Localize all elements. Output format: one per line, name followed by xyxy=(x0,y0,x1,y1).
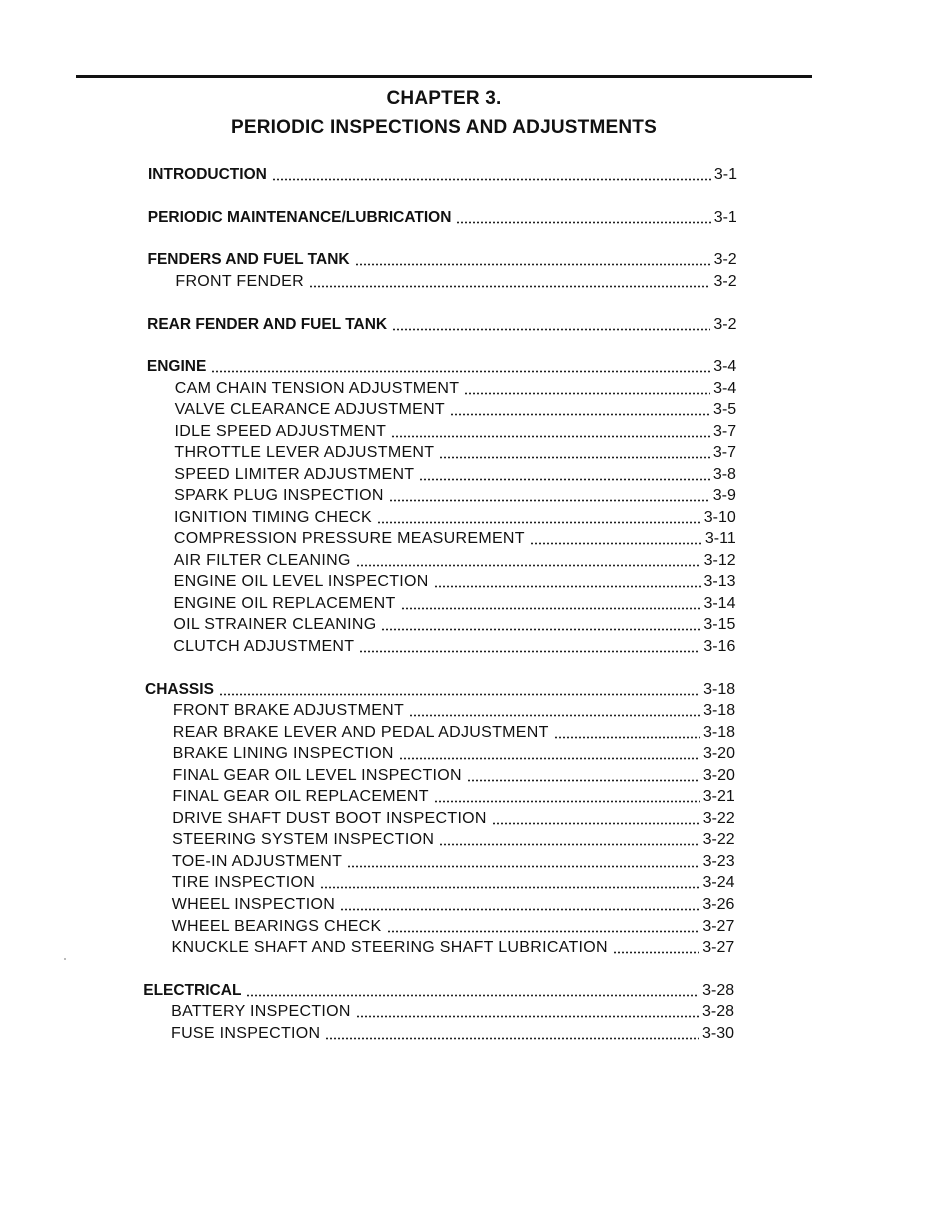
toc-section-row xyxy=(148,206,737,228)
toc-entry-label: COMPRESSION PRESSURE MEASUREMENT xyxy=(173,530,525,547)
toc-subsection-row xyxy=(175,270,736,292)
toc-subsection-row xyxy=(175,420,737,442)
toc-entry-label: IGNITION TIMING CHECK xyxy=(174,509,373,526)
toc-entry-label: REAR FENDER AND FUEL TANK xyxy=(147,316,388,333)
dot-leader xyxy=(219,693,700,696)
toc-section-row xyxy=(147,313,736,335)
toc-section-row xyxy=(143,979,734,1001)
toc-entry-label: KNUCKLE SHAFT AND STEERING SHAFT LUBRICATION xyxy=(171,939,608,956)
toc-page-number: 3-12 xyxy=(703,552,736,569)
toc-subsection-row xyxy=(172,871,735,893)
toc-entry-label: AIR FILTER CLEANING xyxy=(173,552,351,569)
dot-leader xyxy=(434,585,701,588)
dot-leader xyxy=(439,843,699,846)
toc-page-number: 3-9 xyxy=(712,487,736,504)
toc-entry-label: CAM CHAIN TENSION ADJUSTMENT xyxy=(174,380,460,397)
toc-subsection-row xyxy=(172,850,735,872)
toc-page-number: 3-20 xyxy=(702,767,735,784)
toc-page-number: 3-21 xyxy=(702,788,735,805)
toc-entry-label: STEERING SYSTEM INSPECTION xyxy=(172,831,435,848)
dot-leader xyxy=(392,328,710,331)
toc-page-number: 3-13 xyxy=(703,573,736,590)
toc-entry-label: TOE-IN ADJUSTMENT xyxy=(172,853,343,870)
dot-leader xyxy=(359,650,700,653)
toc-page-number: 3-5 xyxy=(713,401,737,418)
toc-subsection-row xyxy=(172,785,734,807)
dot-leader xyxy=(492,822,700,825)
toc-entry-label: FUSE INSPECTION xyxy=(171,1025,321,1042)
toc-entry-label: FENDERS AND FUEL TANK xyxy=(147,251,350,268)
toc-entry-label: CHASSIS xyxy=(145,681,214,698)
toc-entry-label: DRIVE SHAFT DUST BOOT INSPECTION xyxy=(172,810,487,827)
dot-leader xyxy=(325,1037,699,1040)
toc-page-number: 3-14 xyxy=(703,595,736,612)
dot-leader xyxy=(356,1015,699,1018)
toc-entry-label: FRONT BRAKE ADJUSTMENT xyxy=(172,702,405,719)
toc-subsection-row xyxy=(173,742,735,764)
toc-page-number: 3-28 xyxy=(702,1003,735,1020)
dot-leader xyxy=(434,800,700,803)
toc-entry-label: FRONT FENDER xyxy=(175,273,305,290)
toc-subsection-row xyxy=(172,807,734,829)
dot-leader xyxy=(309,285,710,288)
toc-subsection-row xyxy=(174,484,736,506)
toc-entry-label: BATTERY INSPECTION xyxy=(171,1003,351,1020)
dot-leader xyxy=(391,435,710,438)
toc-page-number: 3-4 xyxy=(713,380,737,397)
chapter-title: PERIODIC INSPECTIONS AND ADJUSTMENTS xyxy=(231,117,657,138)
toc-page-number: 3-24 xyxy=(702,874,735,891)
toc-entry-label: IDLE SPEED ADJUSTMENT xyxy=(174,423,387,440)
chapter-number: CHAPTER 3. xyxy=(386,88,502,109)
dot-leader xyxy=(381,628,700,631)
toc-page-number: 3-22 xyxy=(702,831,735,848)
toc-subsection-row xyxy=(174,506,736,528)
toc-page-number: 3-16 xyxy=(703,638,736,655)
toc-entry-label: FINAL GEAR OIL REPLACEMENT xyxy=(172,788,429,805)
toc-subsection-row xyxy=(173,699,735,721)
toc-subsection-row xyxy=(175,377,736,399)
toc-subsection-row xyxy=(171,1022,734,1044)
toc-subsection-row xyxy=(174,527,736,549)
toc-section-row xyxy=(148,248,737,270)
toc-subsection-row xyxy=(172,828,735,850)
toc-page-number: 3-7 xyxy=(712,423,737,440)
toc-page-number: 3-7 xyxy=(712,444,737,461)
toc-entry-label: TIRE INSPECTION xyxy=(171,874,316,891)
toc-subsection-row xyxy=(175,398,737,420)
toc-subsection-row xyxy=(174,463,736,485)
dot-leader xyxy=(439,456,710,459)
toc-subsection-row xyxy=(173,635,735,657)
toc-page-number: 3-18 xyxy=(703,724,736,741)
toc-page-number: 3-18 xyxy=(703,702,736,719)
dot-leader xyxy=(409,714,700,717)
toc-entry-label: WHEEL INSPECTION xyxy=(171,896,336,913)
toc-entry-label: WHEEL BEARINGS CHECK xyxy=(171,918,382,935)
toc-entry-label: BRAKE LINING INSPECTION xyxy=(172,745,394,762)
dot-leader xyxy=(613,951,699,954)
toc-entry-label: OIL STRAINER CLEANING xyxy=(173,616,377,633)
toc-section-row xyxy=(147,355,736,377)
toc-page-number: 3-27 xyxy=(702,939,735,956)
toc-page-number: 3-20 xyxy=(702,745,735,762)
toc-subsection-row xyxy=(173,721,735,743)
toc-section-row xyxy=(145,678,735,700)
toc-page-number: 3-8 xyxy=(712,466,736,483)
toc-page-number: 3-4 xyxy=(713,358,737,375)
dot-leader xyxy=(530,542,702,545)
toc-entry-label: PERIODIC MAINTENANCE/LUBRICATION xyxy=(147,209,452,226)
toc-subsection-row xyxy=(172,936,735,958)
dot-leader xyxy=(401,607,701,610)
toc-page-number: 3-15 xyxy=(703,616,736,633)
toc-page-number: 3-22 xyxy=(702,810,735,827)
scan-speck xyxy=(64,958,66,960)
toc-entry-label: THROTTLE LEVER ADJUSTMENT xyxy=(174,444,435,461)
dot-leader xyxy=(377,521,701,524)
toc-entry-label: ENGINE xyxy=(146,358,207,375)
dot-leader xyxy=(246,994,699,997)
dot-leader xyxy=(554,736,700,739)
dot-leader xyxy=(211,370,710,373)
toc-page-number: 3-2 xyxy=(713,251,737,268)
toc-entry-label: SPARK PLUG INSPECTION xyxy=(174,487,384,504)
toc-subsection-row xyxy=(172,893,735,915)
toc-page-number: 3-2 xyxy=(713,273,737,290)
toc-subsection-row xyxy=(174,549,736,571)
toc-entry-label: CLUTCH ADJUSTMENT xyxy=(173,638,355,655)
toc-page-number: 3-23 xyxy=(702,853,735,870)
dot-leader xyxy=(272,178,711,181)
toc-page-number: 3-26 xyxy=(702,896,735,913)
dot-leader xyxy=(340,908,699,911)
dot-leader xyxy=(467,779,700,782)
dot-leader xyxy=(347,865,699,868)
toc-page-number: 3-28 xyxy=(702,982,735,999)
toc-subsection-row xyxy=(174,570,736,592)
toc-subsection-row xyxy=(172,915,735,937)
dot-leader xyxy=(355,263,711,266)
dot-leader xyxy=(419,478,709,481)
toc-subsection-row xyxy=(174,441,736,463)
toc-subsection-row xyxy=(173,764,735,786)
toc-entry-label: VALVE CLEARANCE ADJUSTMENT xyxy=(174,401,446,418)
dot-leader xyxy=(456,221,710,224)
dot-leader xyxy=(320,886,699,889)
toc-page-number: 3-1 xyxy=(713,209,737,226)
dot-leader xyxy=(450,413,710,416)
dot-leader xyxy=(356,564,701,567)
toc-entry-label: ELECTRICAL xyxy=(143,982,242,999)
toc-entry-label: ENGINE OIL REPLACEMENT xyxy=(173,595,396,612)
dot-leader xyxy=(387,930,700,933)
toc-page-number: 3-30 xyxy=(701,1025,734,1042)
toc-entry-label: ENGINE OIL LEVEL INSPECTION xyxy=(173,573,429,590)
toc-page-number: 3-10 xyxy=(703,509,736,526)
toc-page-number: 3-27 xyxy=(702,918,735,935)
dot-leader xyxy=(464,392,710,395)
toc-subsection-row xyxy=(173,613,735,635)
toc-subsection-row xyxy=(174,592,736,614)
toc-entry-label: INTRODUCTION xyxy=(148,166,267,183)
toc-subsection-row xyxy=(171,1000,734,1022)
dot-leader xyxy=(399,757,700,760)
toc-page-number: 3-18 xyxy=(703,681,736,698)
toc-entry-label: FINAL GEAR OIL LEVEL INSPECTION xyxy=(172,767,462,784)
toc-page-number: 3-2 xyxy=(713,316,737,333)
toc-page-number: 3-11 xyxy=(704,530,736,547)
toc-entry-label: REAR BRAKE LEVER AND PEDAL ADJUSTMENT xyxy=(172,724,549,741)
toc-entry-label: SPEED LIMITER ADJUSTMENT xyxy=(174,466,415,483)
toc-page-number: 3-1 xyxy=(713,166,737,183)
toc-section-row xyxy=(148,163,737,185)
dot-leader xyxy=(389,499,710,502)
